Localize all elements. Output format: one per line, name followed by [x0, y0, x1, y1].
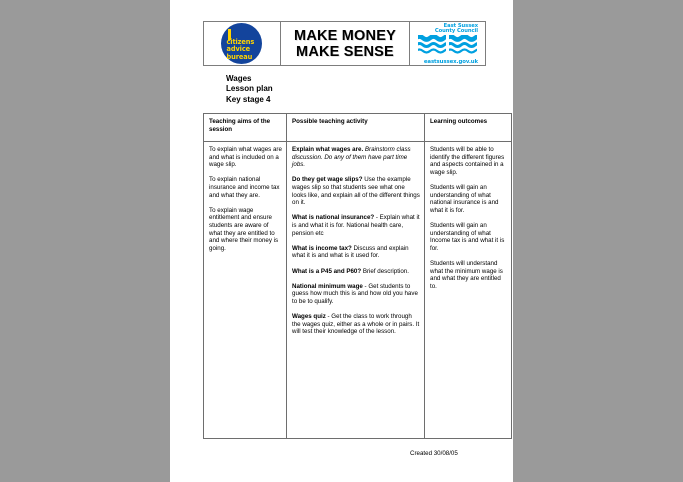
slogan-line-1: MAKE MONEY	[294, 27, 396, 44]
document-page	[170, 0, 513, 482]
esx-title-line-2: County Council	[434, 28, 478, 35]
activity-item	[292, 313, 420, 336]
activity-heading: What is a P45 and P60?	[292, 267, 362, 275]
column-header-teaching-aims: Teaching aims of the session	[204, 114, 287, 142]
title-line-keystage: Key stage 4	[226, 94, 271, 104]
activity-italic: Brainstorm class discussion. Do any of them have part time jobs.	[292, 146, 411, 169]
title-line-subject: Wages	[226, 74, 252, 83]
created-date-footer: Created 30/08/05	[410, 450, 458, 457]
aim-item: To explain wage entitlement and ensure students are aware of what they are entitled to and where their money is going.	[209, 206, 279, 252]
table-row	[204, 142, 512, 439]
esx-logo-cell	[410, 22, 486, 66]
activity-text: - Get students to guess how much this is and how old you have to be to qualify.	[292, 282, 418, 305]
activity-item	[292, 245, 420, 260]
activity-item	[292, 283, 420, 306]
activity-heading: Do they get wage slips?	[292, 176, 363, 184]
column-header-learning-outcomes: Learning outcomes	[425, 114, 512, 142]
outcome-item: Students will gain an understanding of what Income tax is and what it is for.	[430, 221, 505, 252]
slogan-line-2: MAKE SENSE	[296, 43, 394, 60]
wave-bars-svg	[418, 35, 477, 55]
activity-text: Discuss and explain what it is and what is it used for.	[292, 244, 409, 260]
activity-item	[292, 176, 420, 206]
cab-logo-text	[227, 39, 263, 61]
outcome-item: Students will be able to identify the different figures and aspects contained in a wage slip.	[430, 146, 505, 176]
citizens-advice-bureau-logo	[221, 22, 264, 65]
activity-heading: What is income tax?	[292, 244, 352, 252]
cell-learning-outcomes	[425, 142, 512, 439]
activity-heading: National minimum wage	[292, 282, 363, 290]
outcome-item: Students will gain an understanding of what national insurance is and what it is for.	[430, 183, 499, 214]
esx-logo-url: eastsussex.gov.uk	[423, 58, 478, 65]
page-title	[226, 74, 273, 105]
activity-item	[292, 146, 420, 169]
activity-heading: Wages quiz	[292, 313, 326, 321]
header-logo-table	[203, 21, 486, 66]
table-header-row	[204, 114, 512, 142]
esx-logo-title	[435, 24, 478, 35]
activity-text: - Explain what it is and what it is for. National health care, pension etc	[292, 214, 420, 237]
campaign-slogan	[281, 28, 409, 60]
activity-text: Brief description.	[361, 267, 409, 275]
title-line-doctype: Lesson plan	[226, 84, 273, 94]
cab-line-3: bureau	[226, 52, 253, 61]
activity-heading: What is national insurance?	[292, 214, 375, 222]
activity-item	[292, 268, 420, 276]
east-sussex-county-council-logo	[416, 23, 479, 65]
activity-text: Use the example wages slip so that students see what one looks like, and explain all of the different things on it.	[292, 176, 420, 207]
header-logo-row	[204, 22, 486, 66]
outcome-item: Students will understand what the minimum wage is and what they are entitled to.	[430, 259, 503, 290]
column-header-teaching-activity: Possible teaching activity	[287, 114, 425, 142]
cab-line-2: advice	[226, 45, 251, 54]
esx-waves-icon	[418, 35, 477, 55]
cell-teaching-aims	[204, 142, 287, 439]
aim-item: To explain what wages are and what is included on a wage slip.	[209, 146, 282, 169]
cell-teaching-activity	[287, 142, 425, 439]
activity-text: - Get the class to work through the wages quiz, either as a whole or in pairs. It will test their knowledge of the lesson.	[292, 313, 420, 336]
esx-title-line-1: East Sussex	[443, 22, 478, 29]
cab-line-1: citizens	[226, 38, 255, 46]
slogan-cell	[281, 22, 410, 66]
lesson-plan-table	[203, 113, 512, 439]
activity-heading: Explain what wages are.	[292, 146, 364, 153]
aim-item: To explain national insurance and income tax and what they are.	[209, 176, 280, 199]
cab-logo-cell	[204, 22, 281, 66]
activity-item	[292, 214, 420, 237]
